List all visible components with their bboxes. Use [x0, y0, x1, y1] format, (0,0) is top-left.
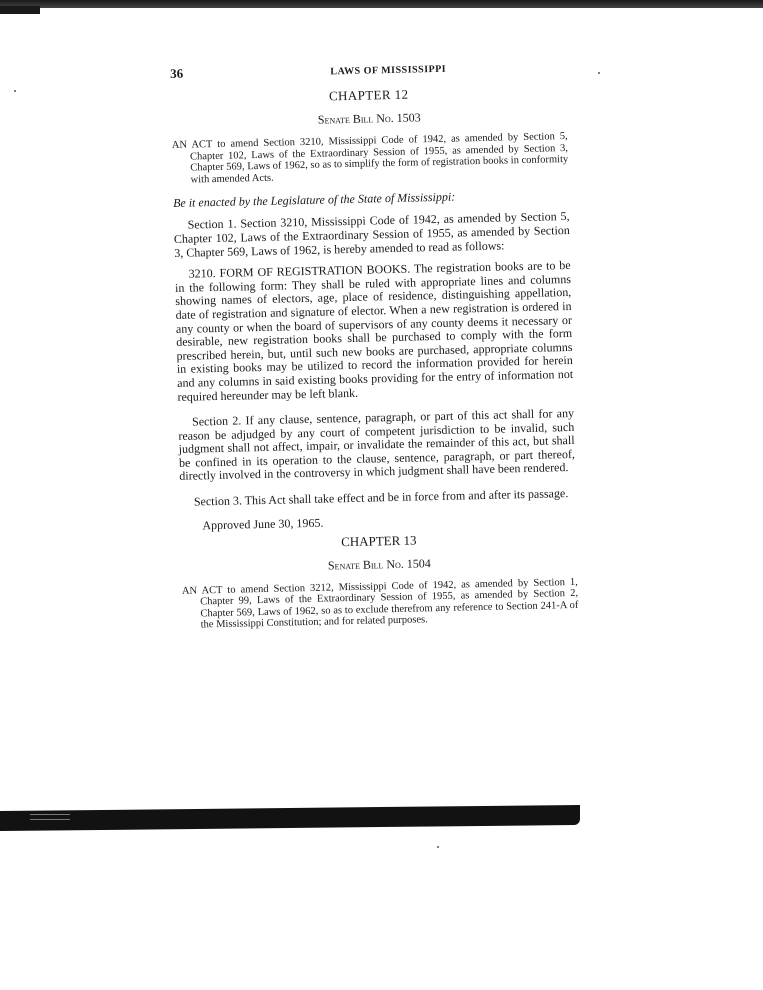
- chapter-12-bill-number: Senate Bill No. 1503: [317, 110, 421, 127]
- chapter-13-heading: CHAPTER 13: [340, 532, 417, 549]
- enacting-clause: Be it enacted by the Legislature of the State of Mississippi:: [172, 189, 456, 211]
- chapter-13-bill-number: Senate Bill No. 1504: [327, 555, 431, 573]
- approval-date: Approved June 30, 1965.: [202, 515, 324, 533]
- section-3210-paragraph: 3210. FORM OF REGISTRATION BOOKS. The registration books are to be in the following form: They shall be ruled with appropriate lines and columns showing names of electors, age, place of residence, distinguishing appellation, date of registration and signature of elector. When a new registration is ordered in any county or when the board of supervisors of any county deems it necessary or desirable, new registration books shall be purchased to comply with the form prescribed herein, but, until such new books are purchased, appropriate columns in existing books may be utilized to record the information provided for herein and any columns in said existing books providing for the entry of information not required hereunder may be left blank.: [174, 258, 574, 404]
- running-head-title: LAWS OF MISSISSIPPI: [330, 63, 447, 78]
- chapter-12-heading: CHAPTER 12: [328, 86, 409, 104]
- scan-speck: [14, 90, 16, 92]
- chapter-12-act-title: AN ACT to amend Section 3210, Mississippi Code of 1942, as amended by Section 5, Chapter 102, Laws of the Extraordinary Session of 1955, as amended by Section 3, Chapter 569, Laws of 1962, so as to simplify the form of registration books in conformity with amended Acts.: [171, 130, 569, 186]
- book-page: [170, 57, 579, 632]
- scan-speck: [598, 72, 600, 74]
- page-number: 36: [170, 65, 184, 81]
- scan-bottom-shadow: [0, 805, 580, 831]
- section-3-paragraph: Section 3. This Act shall take effect and be in force from and after its passage.: [193, 486, 569, 509]
- scan-top-edge-notch: [0, 6, 40, 14]
- section-2-paragraph: Section 2. If any clause, sentence, paragraph, or part of this act shall for any reason be adjudged by any court of competent jurisdiction to be invalid, such judgment shall not affect, impair, or invalidate the remainder of this act, but shall be confined in its operation to the clause, sentence, paragraph, or part thereof, directly involved in the controversy in which judgment shall have been rendered.: [178, 406, 576, 484]
- scan-speck: [437, 846, 439, 848]
- section-1-paragraph: Section 1. Section 3210, Mississippi Code of 1942, as amended by Section 5, Chapter 102, Laws of the Extraordinary Session of 1955, as amended by Section 3, Chapter 569, Laws of 1962, is hereby amended to read as follows:: [173, 209, 570, 260]
- chapter-13-act-title: AN ACT to amend Section 3212, Mississippi Code of 1942, as amended by Section 1, Chapter 99, Laws of the Extraordinary Session of 1955, as amended by Section 2, Chapter 569, Laws of 1962, so as to exclude therefrom any reference to Section 241-A of the Mississippi Constitution; and for related purposes.: [181, 576, 579, 631]
- running-head: [170, 57, 566, 84]
- scan-bottom-lines: [30, 814, 70, 820]
- scan-top-edge: [0, 0, 763, 8]
